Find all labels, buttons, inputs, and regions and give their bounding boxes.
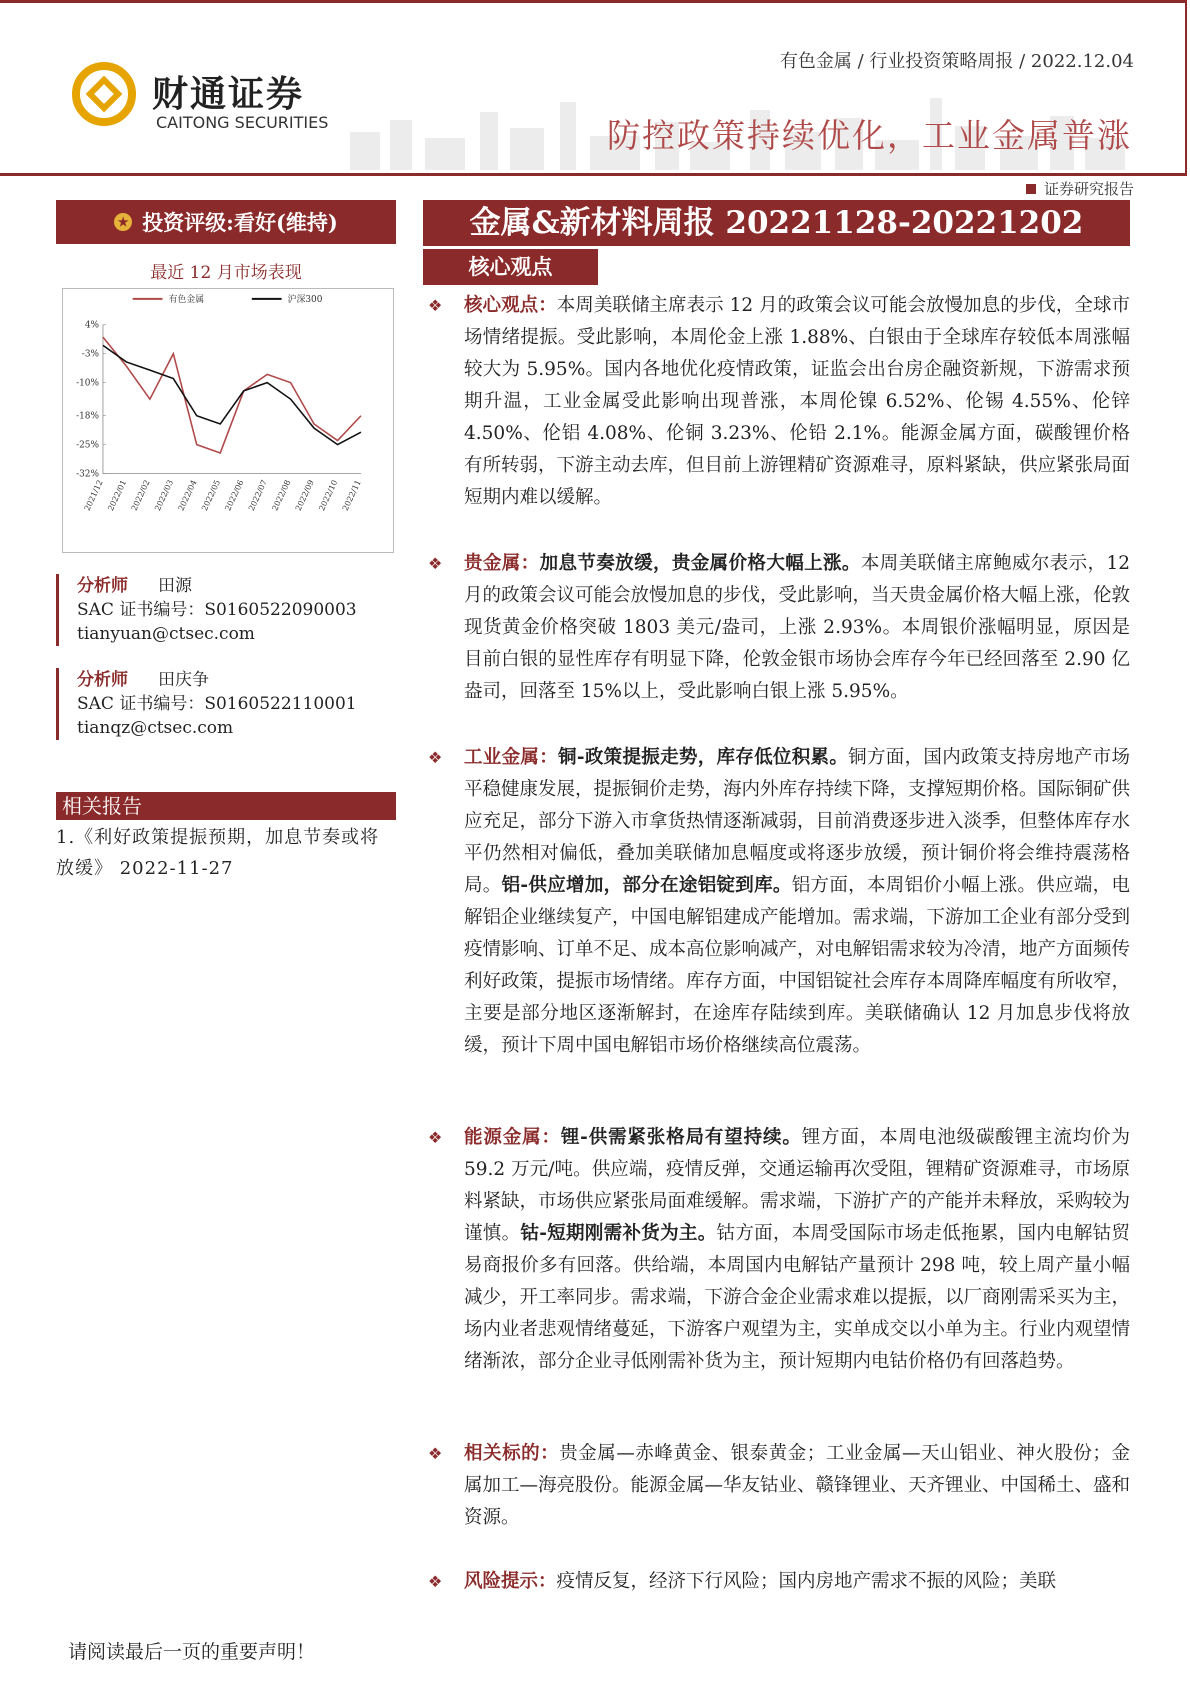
diamond-bullet-icon: ❖ xyxy=(428,1572,443,1591)
para-lead: 锂-供需紧张格局有望持续。 xyxy=(560,1127,802,1148)
y-tick-label: -10% xyxy=(76,378,99,389)
related-reports-header: 相关报告 xyxy=(56,792,396,820)
para-key: 相关标的： xyxy=(464,1443,560,1464)
x-tick-label: 2021/12 xyxy=(82,478,105,513)
analyst-sac: SAC 证书编号：S0160522090003 xyxy=(77,600,357,620)
para-lead: 加息节奏放缓，贵金属价格大幅上涨。 xyxy=(539,553,861,574)
related-report-link[interactable]: 1.《利好政策提振预期，加息节奏或将放缓》 2022-11-27 xyxy=(56,827,380,879)
x-tick-label: 2022/10 xyxy=(317,478,340,513)
paragraph-industrial-metals xyxy=(428,742,1130,1062)
paragraph-related-stocks xyxy=(428,1438,1130,1534)
market-performance-label: 最近 12 月市场表现 xyxy=(150,263,302,283)
report-type-label: 证券研究报告 xyxy=(1043,180,1134,198)
para-lead-2: 铝-供应增加，部分在途铝锭到库。 xyxy=(501,875,792,896)
para-text: 贵金属—赤峰黄金、银泰黄金；工业金属—天山铝业、神火股份；金属加工—海亮股份。能源金属—华友钴业、赣锋锂业、天齐锂业、中国稀土、盛和资源。 xyxy=(464,1443,1131,1528)
x-tick-label: 2022/08 xyxy=(270,478,293,513)
x-tick-label: 2022/06 xyxy=(223,478,246,513)
star-badge-icon: ★ xyxy=(114,213,132,231)
weekly-report-banner: 金属&新材料周报 20221128-20221202 xyxy=(423,200,1130,246)
analyst-email[interactable]: tianqz@ctsec.com xyxy=(77,718,234,738)
analyst-block-2 xyxy=(56,668,396,740)
x-tick-label: 2022/02 xyxy=(129,478,152,513)
x-tick-label: 2022/07 xyxy=(246,478,269,513)
report-headline: 防控政策持续优化，工业金属普涨 xyxy=(607,116,1132,155)
para-key: 核心观点： xyxy=(464,295,557,316)
footer-disclaimer: 请阅读最后一页的重要声明！ xyxy=(68,1641,316,1663)
x-tick-label: 2022/05 xyxy=(199,478,223,513)
analyst-role: 分析师 xyxy=(77,576,128,596)
legend-label: 有色金属 xyxy=(168,294,205,305)
para-text: 锂方面，本周电池级碳酸锂主流均价为 59.2 万元/吨。供应端，疫情反弹，交通运输再次受阻，锂精矿资源难寻，市场原料紧缺，市场供应紧张局面难缓解。需求端，下游扩产的产能并未释放，采购较为谨慎。 xyxy=(464,1127,1131,1244)
para-text: 本周美联储主席鲍威尔表示，12 月的政策会议可能会放慢加息的步伐，受此影响，当天贵金属价格大幅上涨，伦敦现货黄金价格突破 1803 美元/盎司，上涨 2.93%。本周银价涨幅明显，原因是目前白银的显性库存有明显下降，伦敦金银市场协会库存今年已经回落至 2.90 亿盎司，回落至 15%以上，受此影响白银上涨 5.95%。 xyxy=(464,553,1131,702)
y-tick-label: -25% xyxy=(76,440,99,451)
caitong-logo-icon xyxy=(72,62,136,126)
analyst-email[interactable]: tianyuan@ctsec.com xyxy=(77,624,255,644)
x-tick-label: 2022/04 xyxy=(176,478,199,513)
series-line xyxy=(103,337,361,453)
paragraph-risk xyxy=(428,1566,1130,1598)
para-text: 疫情反复，经济下行风险；国内房地产需求不振的风险；美联 xyxy=(556,1571,1057,1592)
core-view-tag: 核心观点 xyxy=(423,249,598,285)
para-text-2: 铝方面，本周铝价小幅上涨。供应端，电解铝企业继续复产，中国电解铝建成产能增加。需求端，下游加工企业有部分受到疫情影响、订单不足、成本高位影响减产，对电解铝需求较为冷清，地产方面频传利好政策，提振市场情绪。库存方面，中国铝锭社会库存本周降库幅度有所收窄，主要是部分地区逐渐解封，在途库存陆续到库。美联储确认 12 月加息步伐将放缓，预计下周中国电解铝市场价格继续高位震荡。 xyxy=(464,875,1131,1056)
analyst-block-1 xyxy=(56,574,396,646)
report-meta: 有色金属 / 行业投资策略周报 / 2022.12.04 xyxy=(779,51,1134,72)
para-key: 能源金属： xyxy=(464,1127,561,1148)
diamond-bullet-icon: ❖ xyxy=(428,296,443,315)
x-tick-label: 2022/01 xyxy=(106,478,129,513)
analyst-role: 分析师 xyxy=(77,670,128,690)
para-text: 铜方面，国内政策支持房地产市场平稳健康发展，提振铜价走势，海内外库存持续下降，支撑短期价格。国际铜矿供应充足，部分下游入市拿货热情逐渐减弱，目前消费逐步进入淡季，但整体库存水平仍然相对偏低，叠加美联储加息幅度或将逐步放缓，预计铜价将会维持震荡格局。 xyxy=(464,747,1131,896)
y-tick-label: 4% xyxy=(84,320,99,331)
diamond-bullet-icon: ❖ xyxy=(428,1128,443,1147)
para-lead: 铜-政策提振走势，库存低位积累。 xyxy=(558,747,849,768)
para-text-2: 钴方面，本周受国际市场走低拖累，国内电解钴贸易商报价多有回落。供给端，本周国内电解钴产量预计 298 吨，较上周产量小幅减少，开工率同步。需求端，下游合金企业需求难以提振，以厂商刚需采买为主，场内业者悲观情绪蔓延，下游客户观望为主，实单成交以小单为主。行业内观望情绪渐浓，部分企业寻低刚需补货为主，预计短期内电钴价格仍有回落趋势。 xyxy=(464,1223,1131,1372)
diamond-bullet-icon: ❖ xyxy=(428,1444,443,1463)
para-key: 工业金属： xyxy=(464,747,559,768)
tag-square-icon xyxy=(1026,184,1036,194)
analyst-name: 田庆争 xyxy=(158,670,209,690)
para-key: 风险提示： xyxy=(464,1571,557,1592)
paragraph-energy-metals xyxy=(428,1122,1130,1378)
analyst-sac: SAC 证书编号：S0160522110001 xyxy=(77,694,357,714)
para-key: 贵金属： xyxy=(464,553,540,574)
analyst-name: 田源 xyxy=(158,576,192,596)
diamond-bullet-icon: ❖ xyxy=(428,748,443,767)
paragraph-precious-metals xyxy=(428,548,1130,708)
brand-name-cn: 财通证券 xyxy=(152,74,305,115)
rating-label: 投资评级:看好(维持) xyxy=(142,210,338,235)
report-type-tag xyxy=(1026,178,1134,199)
y-tick-label: -3% xyxy=(81,349,99,360)
para-text: 本周美联储主席表示 12 月的政策会议可能会放慢加息的步伐，全球市场情绪提振。受此影响，本周伦金上涨 1.88%、白银由于全球库存较低本周涨幅较大为 5.95%。国内各地优化疫情政策，证监会出台房企融资新规，下游需求预期升温，工业金属受此影响出现普涨，本周伦镍 6.52%、伦锡 4.55%、伦锌 4.50%、伦铝 4.08%、伦铜 3.23%、伦铅 2.1%。能源金属方面，碳酸锂价格有所转弱，下游主动去库，但目前上游锂精矿资源难寻，原料紧缺，供应紧张局面短期内难以缓解。 xyxy=(464,295,1131,508)
y-tick-label: -32% xyxy=(76,469,99,480)
y-tick-label: -18% xyxy=(76,411,99,422)
paragraph-core xyxy=(428,290,1130,514)
x-tick-label: 2022/11 xyxy=(340,478,363,513)
diamond-bullet-icon: ❖ xyxy=(428,554,443,573)
legend-label: 沪深300 xyxy=(287,294,323,305)
investment-rating xyxy=(56,200,396,244)
x-tick-label: 2022/09 xyxy=(293,478,316,513)
para-lead-2: 钴-短期刚需补货为主。 xyxy=(520,1223,717,1244)
brand-name-en: CAITONG SECURITIES xyxy=(156,113,329,132)
x-tick-label: 2022/03 xyxy=(153,478,176,513)
market-performance-chart xyxy=(62,288,394,553)
